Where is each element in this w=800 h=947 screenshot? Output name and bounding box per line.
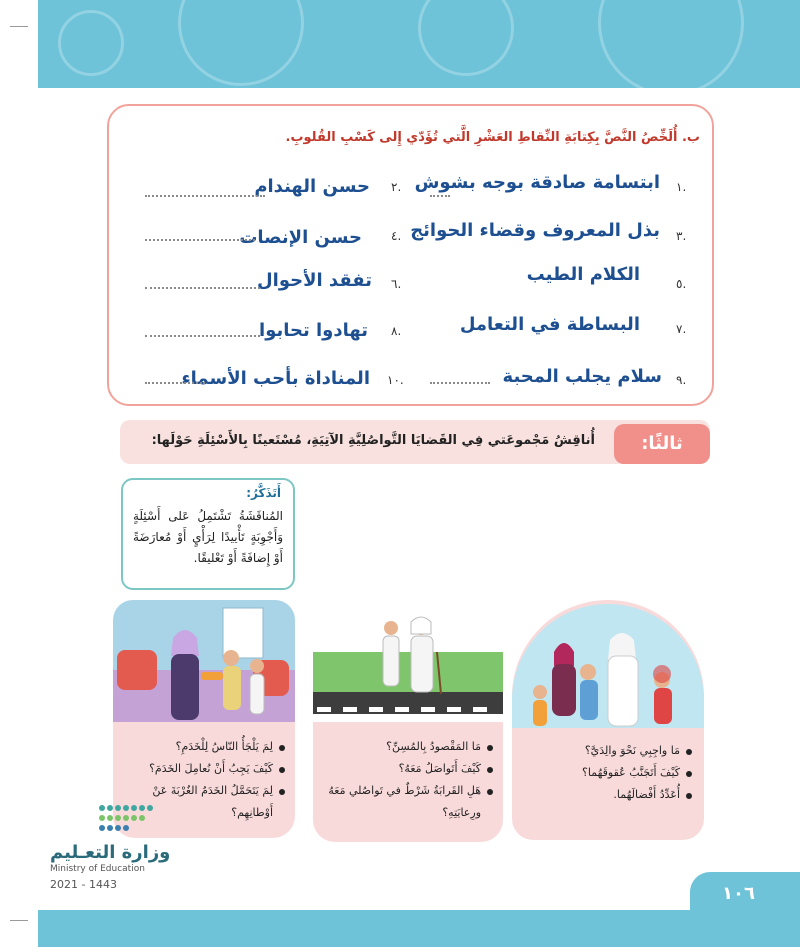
item-answer: سلام يجلب المحبة xyxy=(502,366,662,387)
answer-line xyxy=(430,195,450,197)
item-number: ٦. xyxy=(391,277,402,291)
answer-line xyxy=(145,195,265,197)
header-band xyxy=(38,0,800,88)
ministry-logo-mark xyxy=(96,800,160,836)
discussion-card-elderly xyxy=(313,612,503,842)
answer-line xyxy=(145,335,260,337)
crop-mark xyxy=(10,26,28,27)
question-item: كَيْفَ أَتَجَنَّبُ عُقوقَهُما؟ xyxy=(522,762,692,784)
item-number: ٤. xyxy=(391,229,402,243)
question-item: مَا المَقْصودُ بِالمُسِنِّ؟ xyxy=(323,736,493,758)
ministry-name-ar: وزارة التعـليم xyxy=(50,842,171,863)
item-number: ٢. xyxy=(391,180,402,194)
item-number: ٨. xyxy=(391,324,402,338)
item-number: ٩. xyxy=(676,373,687,387)
question-item: لِمَ يَتَحَمَّلُ الخَدَمُ الغُرْبَةَ عَنْ أَوْطانِهِم؟ xyxy=(119,780,285,824)
item-number: ٧. xyxy=(676,322,687,336)
section-text: أُناقِشُ مَجْموعَتي فِي القَضايَا التَّواصُلِيَّةِ الآتِيَةِ، مُسْتَعينًا بِالأَسْئِلَةِ حَوْلَها: xyxy=(151,433,595,448)
ministry-name-en: Ministry of Education xyxy=(50,864,145,874)
item-number: ١. xyxy=(676,180,687,194)
footer-band xyxy=(38,910,800,947)
item-answer: المناداة بأحب الأسماء xyxy=(181,368,370,389)
question-item: كَيْفَ يَجِبُ أَنْ نُعامِلَ الخَدَمَ؟ xyxy=(119,758,285,780)
item-answer: البساطة في التعامل xyxy=(459,314,640,335)
question-item: هَلِ القَرابَةُ شَرْطٌ في تَواصُلي مَعَهُ ورِعايَتِهِ؟ xyxy=(323,780,493,824)
remember-text: المُناقَشَةُ تَشْتَمِلُ عَلى أَسْئِلَةٍ وَأَجْوِبَةٍ تَأْييدًا لِرَأْيٍ أَوْ مُعارَضَةً أَوْ إِضافَةً أَوْ تَعْليقًا. xyxy=(133,509,283,565)
answer-line xyxy=(145,239,255,241)
answer-line xyxy=(430,382,490,384)
item-answer: الكلام الطيب xyxy=(526,264,640,285)
remember-box xyxy=(121,478,295,590)
crop-mark xyxy=(10,920,28,921)
item-number: ٣. xyxy=(676,229,687,243)
elderly-illustration xyxy=(313,612,503,722)
page-number: ١٠٦ xyxy=(722,883,755,904)
discussion-card-parents xyxy=(512,600,704,840)
item-answer: ابتسامة صادقة بوجه بشوش xyxy=(414,172,660,193)
edition-year: 2021 - 1443 xyxy=(50,878,117,891)
remember-title: أَتَذَكَّرُ: xyxy=(246,486,281,500)
question-item: مَا واجِبِي نَحْوَ والِدَيَّ؟ xyxy=(522,740,692,762)
item-answer: بذل المعروف وقضاء الحوائج xyxy=(410,220,660,241)
item-number: ١٠. xyxy=(387,373,404,387)
helpers-illustration xyxy=(113,600,295,722)
question-list xyxy=(522,740,692,806)
answer-line xyxy=(145,287,260,289)
item-number: ٥. xyxy=(676,277,687,291)
exercise-instruction: ب. أُلَخِّصُ النَّصَّ بِكِتابَةِ النِّقاطِ العَشْرِ الَّتي تُؤَدّي إِلى كَسْبِ القُلوبِ. xyxy=(285,130,700,145)
question-item: أُعَدِّدُ أَفْضالَهُما. xyxy=(522,784,692,806)
item-answer: حسن الهندام xyxy=(254,176,370,197)
section-label: ثالثًا: xyxy=(614,424,710,464)
question-item: لِمَ يَلْجَأُ النّاسُ لِلْخَدَمِ؟ xyxy=(119,736,285,758)
exercise-box xyxy=(107,104,714,406)
question-item: كَيْفَ أَتَواصَلُ مَعَهُ؟ xyxy=(323,758,493,780)
family-illustration xyxy=(512,600,704,728)
question-list xyxy=(323,736,493,824)
item-answer: تفقد الأحوال xyxy=(257,270,372,291)
item-answer: حسن الإنصات xyxy=(239,227,362,248)
answer-line xyxy=(145,382,205,384)
item-answer: تهادوا تحابوا xyxy=(259,320,368,341)
